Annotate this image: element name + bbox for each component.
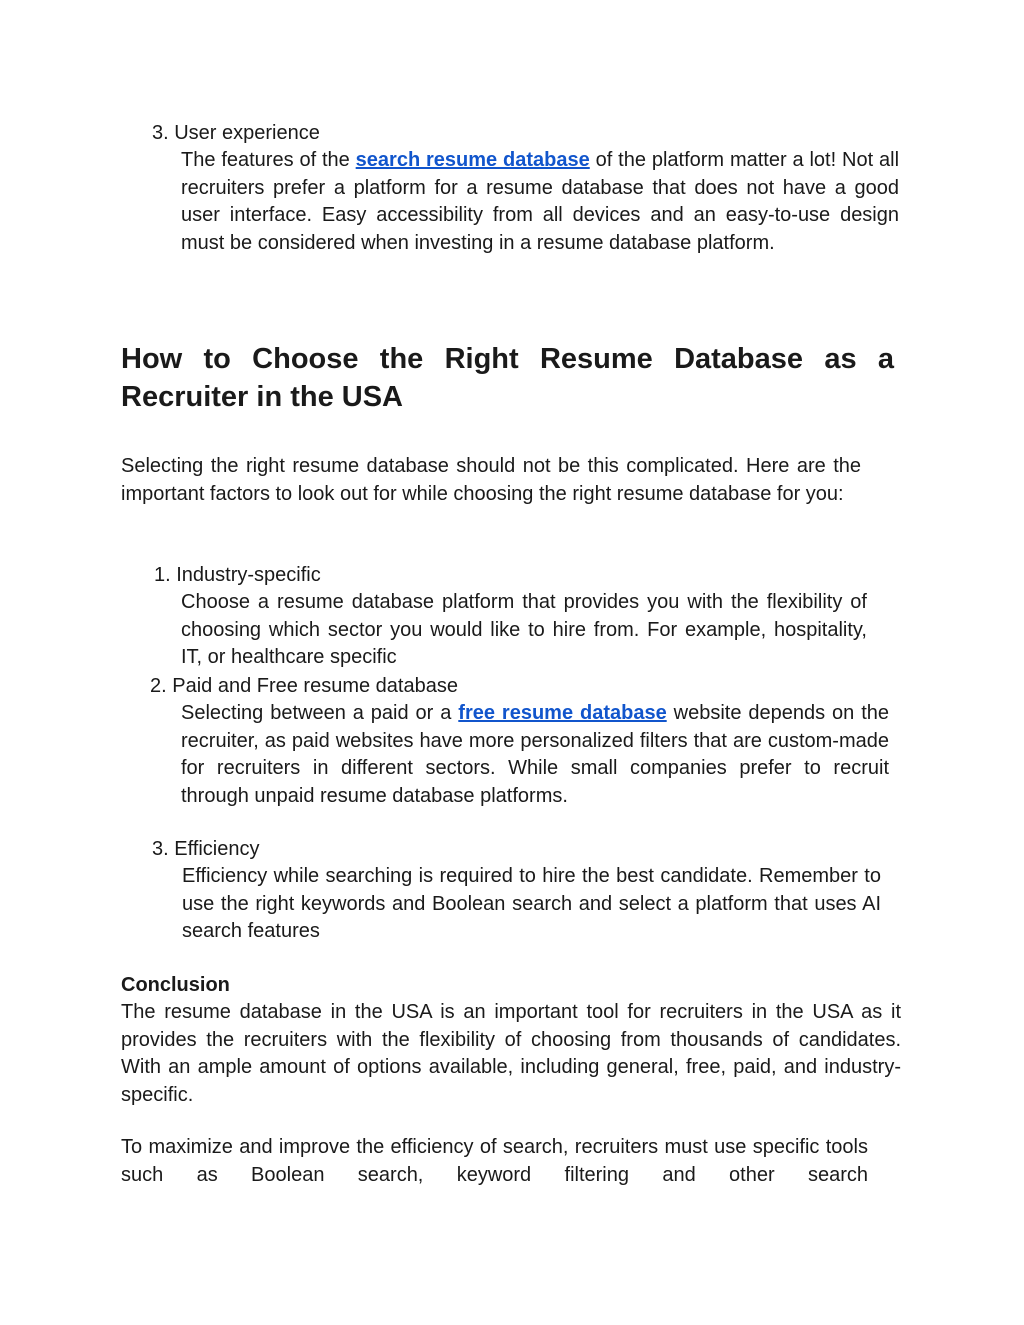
user-experience-text-after-link: of the platform matter a lot! Not all recruiters prefer a platform for a resume database that does not have a good user interface. Easy accessibility from all devices and an easy-to-use design must be considered when investing in a resume database platform. [181,149,900,254]
paid-free-text-after-link: website depends on the recruiter, as paid websites have more personalized filters that are custom-made for recruiters in different sectors. While small companies prefer to recruit through unpaid resume database platforms. [181,702,890,807]
conclusion-paragraph-2: To maximize and improve the efficiency of search, recruiters must use specific tools such as Boolean search, keyword filtering and other search [121,1136,868,1186]
efficiency-title: 3. Efficiency [152,838,260,860]
user-experience-body [181,147,899,257]
paid-free-text-before-link: Selecting between a paid or a [181,702,459,724]
user-experience-title: 3. User experience [152,122,320,144]
search-resume-database-link[interactable]: search resume database [355,149,590,171]
user-experience-text-before-link: The features of the [181,149,356,171]
industry-specific-title: 1. Industry-specific [154,564,321,586]
conclusion-paragraph-1: The resume database in the USA is an important tool for recruiters in the USA as it provides the recruiters with the flexibility of choosing from thousands of candidates. With an ample amount of options available, including general, free, paid, and industry-specific. [121,1001,901,1106]
paid-free-body [181,700,889,810]
intro-paragraph: Selecting the right resume database should not be this complicated. Here are the important factors to look out for while choosing the right resume database for you: [121,455,861,505]
paid-free-title: 2. Paid and Free resume database [150,675,458,697]
page-heading: How to Choose the Right Resume Database as a Recruiter in the USA [121,343,894,413]
efficiency-body: Efficiency while searching is required to hire the best candidate. Remember to use the right keywords and Boolean search and select a platform that uses AI search features [182,865,881,943]
conclusion-title: Conclusion [121,974,230,996]
industry-specific-body: Choose a resume database platform that provides you with the flexibility of choosing which sector you would like to hire from. For example, hospitality, IT, or healthcare specific [181,591,867,669]
free-resume-database-link[interactable]: free resume database [458,702,667,724]
